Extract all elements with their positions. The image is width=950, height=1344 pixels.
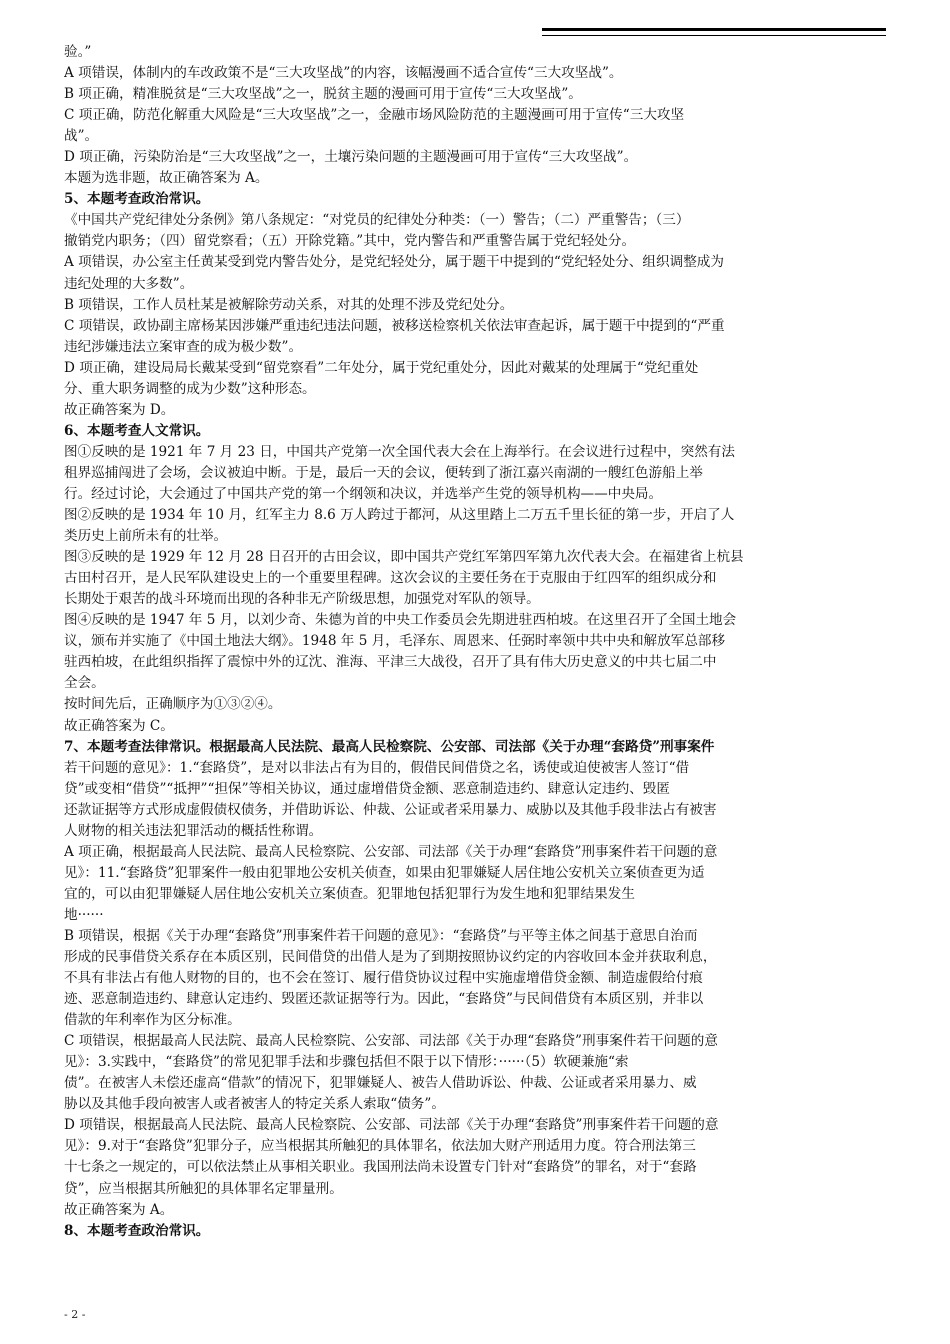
text-line: 见》：3.实践中，“套路贷”的常见犯罪手法和步骤包括但不限于以下情形：······（5）软硬兼施“索	[64, 1054, 629, 1071]
text-line: A 项错误，办公室主任黄某受到党内警告处分，是党纪轻处分，属于题干中提到的“党纪轻处分、组织调整成为	[64, 254, 724, 271]
text-line: 还款证据等方式形成虚假债权债务，并借助诉讼、仲裁、公证或者采用暴力、威胁以及其他手段非法占有被害	[64, 801, 717, 818]
text-line: 债”。在被害人未偿还虚高“借款”的情况下，犯罪嫌疑人、被告人借助诉讼、仲裁、公证或者采用暴力、威	[64, 1075, 697, 1092]
text-line: 驻西柏坡，在此组织指挥了震惊中外的辽沈、淮海、平津三大战役，召开了具有伟大历史意义的中共七届二中	[64, 654, 717, 671]
text-line: 图①反映的是 1921 年 7 月 23 日，中国共产党第一次全国代表大会在上海举行。在会议进行过程中，突然有法	[64, 443, 735, 460]
header-rule-thick	[542, 28, 886, 31]
text-line: A 项正确，根据最高人民法院、最高人民检察院、公安部、司法部《关于办理“套路贷”刑事案件若干问题的意	[64, 843, 718, 860]
text-line: 行。经过讨论，大会通过了中国共产党的第一个纲领和决议，并选举产生党的领导机构——中央局。	[64, 485, 663, 502]
text-line: 见》：9.对于“套路贷”犯罪分子，应当根据其所触犯的具体罪名，依法加大财产刑适用力度。符合刑法第三	[64, 1138, 696, 1155]
text-line: 古田村召开，是人民军队建设史上的一个重要里程碑。这次会议的主要任务在于克服由于红四军的组织成分和	[64, 570, 717, 587]
text-line: 故正确答案为 D。	[64, 401, 175, 418]
text-line: 《中国共产党纪律处分条例》第八条规定：“对党员的纪律处分种类：（一）警告；（二）严重警告；（三）	[64, 212, 690, 229]
text-line: 按时间先后，正确顺序为①③②④。	[64, 696, 282, 713]
text-line: B 项错误，工作人员杜某是被解除劳动关系，对其的处理不涉及党纪处分。	[64, 296, 514, 313]
text-line: 若干问题的意见》：1.“套路贷”，是对以非法占有为目的，假借民间借贷之名，诱使或迫使被害人签订“借	[64, 759, 690, 776]
text-line: 战”。	[64, 128, 99, 145]
section-heading: 6、本题考查人文常识。	[64, 422, 210, 439]
text-line: 图②反映的是 1934 年 10 月，红军主力 8.6 万人跨过于都河，从这里踏上二万五千里长征的第一步，开启了人	[64, 507, 735, 524]
text-line: 贷”或变相“借贷”“抵押”“担保”等相关协议，通过虚增借贷金额、恶意制造违约、肆意认定违约、毁匿	[64, 780, 670, 797]
text-line: D 项错误，根据最高人民法院、最高人民检察院、公安部、司法部《关于办理“套路贷”刑事案件若干问题的意	[64, 1117, 719, 1134]
text-line: 迹、恶意制造违约、肆意认定违约、毁匿还款证据等行为。因此，“套路贷”与民间借贷有本质区别，并非以	[64, 991, 704, 1008]
text-line: 违纪涉嫌违法立案审查的成为极少数”。	[64, 338, 303, 355]
text-line: 全会。	[64, 675, 105, 692]
text-line: 宜的，可以由犯罪嫌疑人居住地公安机关立案侦查。犯罪地包括犯罪行为发生地和犯罪结果发生	[64, 885, 635, 902]
text-line: 长期处于艰苦的战斗环境而出现的各种非无产阶级思想，加强党对军队的领导。	[64, 591, 540, 608]
text-line: C 项正确，防范化解重大风险是“三大攻坚战”之一，金融市场风险防范的主题漫画可用于宣传“三大攻坚	[64, 107, 685, 124]
section-heading: 5、本题考查政治常识。	[64, 191, 210, 208]
text-line: 违纪处理的大多数”。	[64, 275, 194, 292]
text-line: D 项正确，污染防治是“三大攻坚战”之一，土壤污染问题的主题漫画可用于宣传“三大攻坚战”。	[64, 149, 638, 166]
text-line: A 项错误，体制内的车改政策不是“三大攻坚战”的内容，该幅漫画不适合宣传“三大攻坚战”。	[64, 65, 623, 82]
text-line: 本题为选非题，故正确答案为 A。	[64, 170, 269, 187]
text-line: 见》：11.“套路贷”犯罪案件一般由犯罪地公安机关侦查，如果由犯罪嫌疑人居住地公安机关立案侦查更为适	[64, 864, 705, 881]
section-heading: 7、本题考查法律常识。根据最高人民法院、最高人民检察院、公安部、司法部《关于办理“套路贷”刑事案件	[64, 738, 715, 755]
document-body	[64, 42, 892, 1242]
text-line: 形成的民事借贷关系存在本质区别，民间借贷的出借人是为了到期按照协议约定的内容收回本金并获取利息，	[64, 949, 717, 966]
text-line: 十七条之一规定的，可以依法禁止从事相关职业。我国刑法尚未设置专门针对“套路贷”的罪名，对于“套路	[64, 1159, 697, 1176]
text-line: 贷”，应当根据其所触犯的具体罪名定罪量刑。	[64, 1180, 343, 1197]
text-line: 借款的年利率作为区分标准。	[64, 1012, 241, 1029]
text-line: 人财物的相关违法犯罪活动的概括性称谓。	[64, 822, 323, 839]
text-line: 撤销党内职务；（四）留党察看；（五）开除党籍。”其中，党内警告和严重警告属于党纪轻处分。	[64, 233, 636, 250]
text-line: D 项正确，建设局局长戴某受到“留党察看”二年处分，属于党纪重处分，因此对戴某的处理属于“党纪重处	[64, 359, 699, 376]
text-line: 租界巡捕闯进了会场，会议被迫中断。于是，最后一天的会议，便转到了浙江嘉兴南湖的一艘红色游船上举	[64, 464, 703, 481]
text-line: 验。”	[64, 44, 92, 60]
text-line: 故正确答案为 A。	[64, 1201, 174, 1218]
text-line: 图④反映的是 1947 年 5 月，以刘少奇、朱德为首的中央工作委员会先期进驻西柏坡。在这里召开了全国土地会	[64, 612, 737, 629]
text-line: B 项正确，精准脱贫是“三大攻坚战”之一，脱贫主题的漫画可用于宣传“三大攻坚战”。	[64, 86, 582, 103]
text-line: 不具有非法占有他人财物的目的，也不会在签订、履行借贷协议过程中实施虚增借贷金额、制造虚假给付痕	[64, 970, 703, 987]
text-line: 类历史上前所未有的壮举。	[64, 528, 228, 545]
text-line: B 项错误，根据《关于办理“套路贷”刑事案件若干问题的意见》：“套路贷”与平等主体之间基于意思自治而	[64, 927, 698, 944]
text-line: C 项错误，政协副主席杨某因涉嫌严重违纪违法问题，被移送检察机关依法审查起诉，属于题干中提到的“严重	[64, 317, 725, 334]
text-line: 胁以及其他手段向被害人或者被害人的特定关系人索取“债务”。	[64, 1096, 445, 1113]
text-line: C 项错误，根据最高人民法院、最高人民检察院、公安部、司法部《关于办理“套路贷”刑事案件若干问题的意	[64, 1033, 718, 1050]
page-number: - 2 -	[64, 1308, 86, 1321]
text-line: 分、重大职务调整的成为少数”这种形态。	[64, 380, 316, 397]
text-line: 议，颁布并实施了《中国土地法大纲》。1948 年 5 月，毛泽东、周恩来、任弼时率领中共中央和解放军总部移	[64, 633, 726, 650]
section-heading: 8、本题考查政治常识。	[64, 1222, 210, 1239]
text-line: 故正确答案为 C。	[64, 717, 174, 734]
text-line: 地······	[64, 906, 104, 923]
text-line: 图③反映的是 1929 年 12 月 28 日召开的古田会议，即中国共产党红军第四军第九次代表大会。在福建省上杭县	[64, 549, 744, 566]
header-rule-thin	[542, 35, 886, 36]
